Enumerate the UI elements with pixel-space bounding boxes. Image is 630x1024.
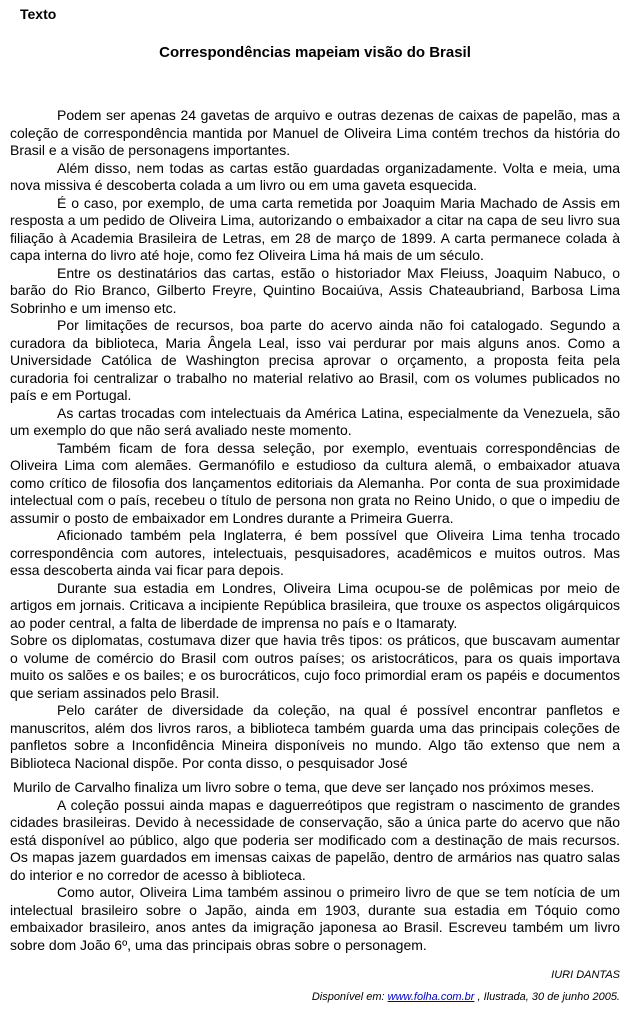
paragraph: A coleção possui ainda mapas e daguerreótipos que registram o nascimento de grandes cidades brasileiras. Devido à necessidade de conservação, são a única parte do acervo que não está disponível ao público, algo que poderia ser modificado com a destinação de mais recursos. Os mapas jazem guardados em imensas caixas de papelão, dentro de armários nas quatro salas do interior e no corredor de acesso à biblioteca.	[10, 796, 620, 883]
source-prefix: Disponível em:	[311, 991, 388, 1003]
article-body	[10, 107, 620, 954]
paragraph-page-break-continuation: Murilo de Carvalho finaliza um livro sobre o tema, que deve ser lançado nos próximos meses.	[13, 779, 595, 795]
article-title: Correspondências mapeiam visão do Brasil	[159, 44, 471, 61]
paragraph: As cartas trocadas com intelectuais da América Latina, especialmente da Venezuela, são um exemplo do que não será avaliado neste momento.	[10, 404, 620, 438]
paragraph: Durante sua estadia em Londres, Oliveira Lima ocupou-se de polêmicas por meio de artigos em jornais. Criticava a incipiente República brasileira, que trouxe os aspectos oligárquicos ao poder central, a falta de liberdade de imprensa no país e o Itamaraty.	[10, 579, 620, 631]
text-label: Texto	[20, 6, 57, 22]
source-url-link[interactable]: www.folha.com.br	[387, 991, 475, 1003]
paragraph: Como autor, Oliveira Lima também assinou o primeiro livro de que se tem notícia de um intelectual brasileiro sobre o Japão, ainda em 1903, durante sua estadia em Tóquio como embaixador brasileiro, anos antes da imigração japonesa ao Brasil. Escreveu também um livro sobre dom João 6º, uma das principais obras sobre o personagem.	[10, 884, 620, 953]
paragraph: Podem ser apenas 24 gavetas de arquivo e outras dezenas de caixas de papelão, mas a coleção de correspondência mantida por Manuel de Oliveira Lima contém trechos da história do Brasil e a visão de personagens importantes.	[10, 107, 620, 158]
source-suffix: , Ilustrada, 30 de junho 2005.	[474, 991, 620, 1003]
paragraph: Também ficam de fora dessa seleção, por exemplo, eventuais correspondências de Oliveira Lima com alemães. Germanófilo e estudioso da cultura alemã, o embaixador atuava como crítico de filosofia dos lançamentos editoriais da Alemanha. Por conta de sua proximidade intelectual com o país, recebeu o título de persona non grata no Reino Unido, o que o impediu de assumir o posto de embaixador em Londres durante a Primeira Guerra.	[10, 439, 620, 526]
source-citation	[10, 990, 620, 1004]
paragraph: É o caso, por exemplo, de uma carta remetida por Joaquim Maria Machado de Assis em resposta a um pedido de Oliveira Lima, autorizando o embaixador a citar na capa de seu livro sua filiação à Academia Brasileira de Letras, em 28 de março de 1899. A carta permanece colada à capa interna do livro até hoje, como fez Oliveira Lima há mais de um século.	[10, 194, 620, 263]
paragraph: Por limitações de recursos, boa parte do acervo ainda não foi catalogado. Segundo a curadora da biblioteca, Maria Ângela Leal, isso vai perdurar por mais alguns anos. Como a Universidade Católica de Washington precisa aprovar o orçamento, a proposta feita pela curadoria foi centralizar o trabalho no material relativo ao Brasil, com os volumes publicados no país e em Portugal.	[10, 317, 620, 403]
paragraph: Sobre os diplomatas, costumava dizer que havia três tipos: os práticos, que buscavam aumentar o volume de comércio do Brasil com outros países; os aristocráticos, para os quais importava muito os salões e os bailes; e os burocráticos, cujo foco primordial eram os papéis e documentos que seriam assinados pelo Brasil.	[10, 632, 620, 701]
paragraph: Pelo caráter de diversidade da coleção, na qual é possível encontrar panfletos e manuscritos, além dos livros raros, a biblioteca também guarda uma das principais coleções de panfletos sobre a Inconfidência Mineira disponíveis no mundo. Algo tão extenso que nem a Biblioteca Nacional dispõe. Por conta disso, o pesquisador José	[10, 702, 620, 771]
author-byline: IURI DANTAS	[551, 969, 620, 981]
paragraph: Entre os destinatários das cartas, estão o historiador Max Fleiuss, Joaquim Nabuco, o barão do Rio Branco, Gilberto Freyre, Quintino Bocaiúva, Assis Chateaubriand, Barbosa Lima Sobrinho e um imenso etc.	[10, 264, 620, 316]
paragraph: Além disso, nem todas as cartas estão guardadas organizadamente. Volta e meia, uma nova missiva é descoberta colada a um livro ou em uma gaveta esquecida.	[10, 159, 620, 193]
paragraph: Aficionado também pela Inglaterra, é bem possível que Oliveira Lima tenha trocado correspondência com autores, intelectuais, pesquisadores, acadêmicos e muitos outros. Mas essa descoberta ainda vai ficar para depois.	[10, 527, 620, 578]
